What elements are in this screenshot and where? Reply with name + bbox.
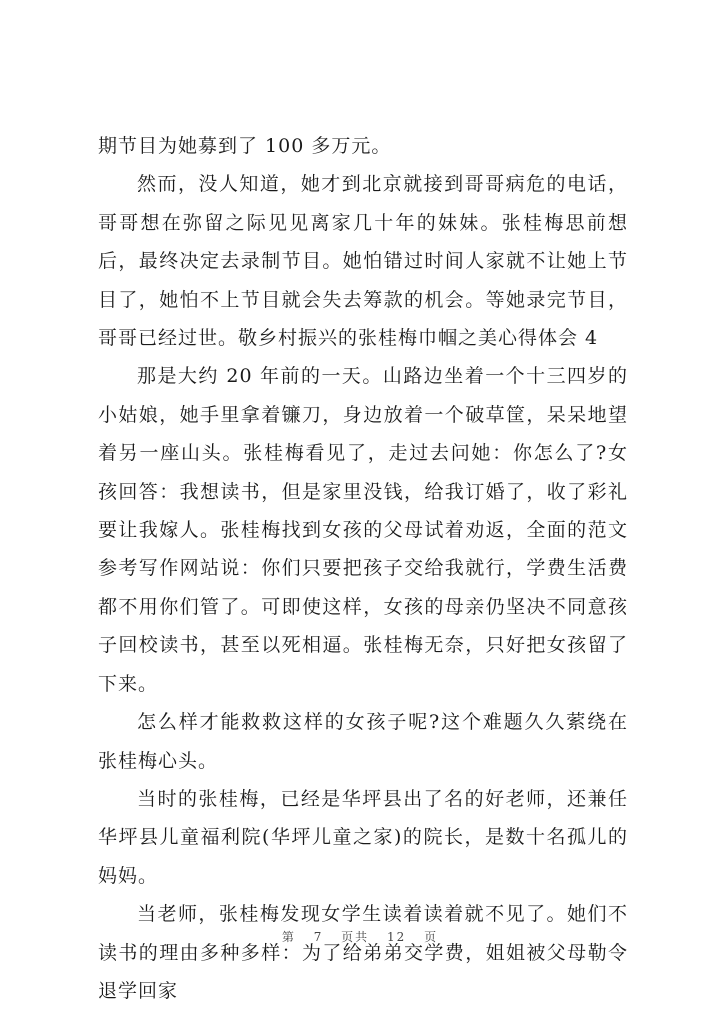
footer-total-pages: 12 [387,930,407,944]
paragraph-4: 怎么样才能救救这样的女孩子呢?这个难题久久萦绕在张桂梅心头。 [98,711,628,772]
document-body [98,127,628,1010]
footer-middle: 页共 [341,930,370,944]
page-footer [0,928,720,945]
paragraph-6: 当老师，张桂梅发现女学生读着读着就不见了。她们不读书的理由多种多样：为了给弟弟交学费，姐姐被父母勒令退学回家 [98,903,628,1002]
paragraph-1: 期节目为她募到了 100 多万元。 [98,135,392,157]
footer-suffix: 页 [424,930,439,944]
paragraph-3: 那是大约 20 年前的一天。山路边坐着一个十三四岁的小姑娘，她手里拿着镰刀，身边放着一个破草筐，呆呆地望着另一座山头。张桂梅看见了，走过去问她：你怎么了?女孩回答：我想读书，但是家里没钱，给我订婚了，收了彩礼要让我嫁人。张桂梅找到女孩的父母试着劝返，全面的范文参考写作网站说：你们只要把孩子交给我就行，学费生活费都不用你们管了。可即使这样，女孩的母亲仍坚决不同意孩子回校读书，甚至以死相逼。张桂梅无奈，只好把女孩留了下来。 [98,365,628,695]
paragraph-5: 当时的张桂梅，已经是华坪县出了名的好老师，还兼任华坪县儿童福利院(华坪儿童之家)的院长，是数十名孤儿的妈妈。 [98,787,628,887]
footer-page-number: 7 [313,930,324,944]
paragraph-2: 然而，没人知道，她才到北京就接到哥哥病危的电话，哥哥想在弥留之际见见离家几十年的妹妹。张桂梅思前想后，最终决定去录制节目。她怕错过时间人家就不让她上节目了，她怕不上节目就会失去筹款的机会。等她录完节目，哥哥已经过世。敬乡村振兴的张桂梅巾帼之美心得体会 4 [98,173,628,350]
footer-prefix: 第 [281,930,296,944]
